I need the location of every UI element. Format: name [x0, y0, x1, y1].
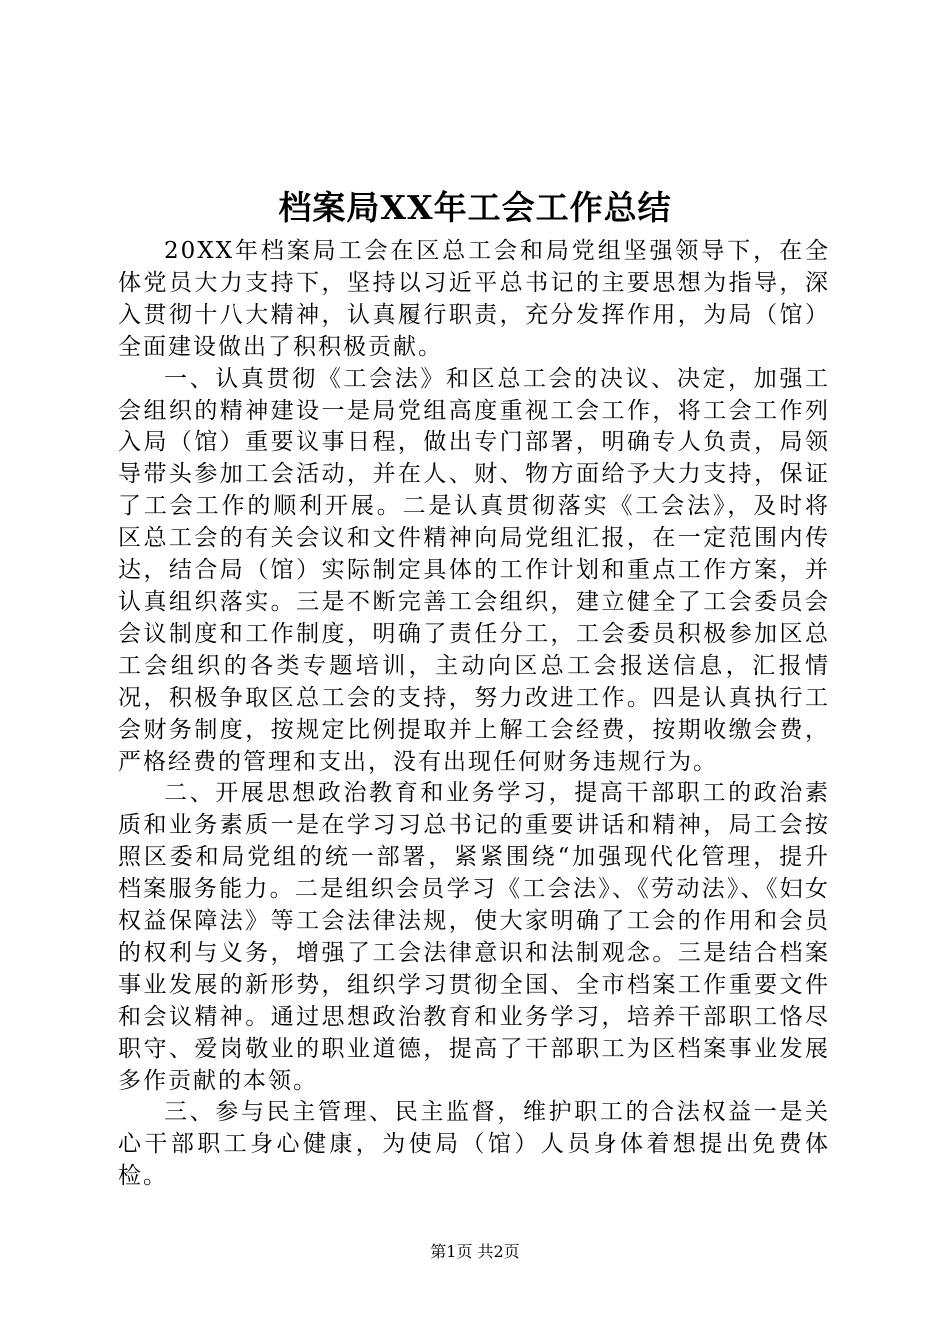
- document-body: [118, 236, 830, 1193]
- paragraph-section-1: 一、认真贯彻《工会法》和区总工会的决议、决定，加强工会组织的精神建设一是局党组高度重视工会工作，将工会工作列入局（馆）重要议事日程，做出专门部署，明确专人负责，局领导带头参加工会活动，并在人、财、物方面给予大力支持，保证了工会工作的顺利开展。二是认真贯彻落实《工会法》，及时将区总工会的有关会议和文件精神向局党组汇报，在一定范围内传达，结合局（馆）实际制定具体的工作计划和重点工作方案，并认真组织落实。三是不断完善工会组织，建立健全了工会委员会会议制度和工作制度，明确了责任分工，工会委员积极参加区总工会组织的各类专题培训，主动向区总工会报送信息，汇报情况，积极争取区总工会的支持，努力改进工作。四是认真执行工会财务制度，按规定比例提取并上解工会经费，按期收缴会费，严格经费的管理和支出，没有出现任何财务违规行为。: [118, 365, 830, 775]
- document-title: 档案局XX年工会工作总结: [278, 188, 672, 227]
- paragraph-section-2: 二、开展思想政治教育和业务学习，提高干部职工的政治素质和业务素质一是在学习习总书记的重要讲话和精神，局工会按照区委和局党组的统一部署，紧紧围绕“加强现代化管理，提升档案服务能力。二是组织会员学习《工会法》、《劳动法》、《妇女权益保障法》等工会法律法规，使大家明确了工会的作用和会员的权利与义务，增强了工会法律意识和法制观念。三是结合档案事业发展的新形势，组织学习贯彻全国、全市档案工作重要文件和会议精神。通过思想政治教育和业务学习，培养干部职工恪尽职守、爱岗敬业的职业道德，提高了干部职工为区档案事业发展多作贡献的本领。: [118, 780, 830, 1094]
- paragraph-intro: 20XX年档案局工会在区总工会和局党组坚强领导下，在全体党员大力支持下，坚持以习近平总书记的主要思想为指导，深入贯彻十八大精神，认真履行职责，充分发挥作用，为局（馆）全面建设做出了积积极贡献。: [118, 238, 830, 360]
- page-number-footer: 第1页 共2页: [430, 1242, 520, 1261]
- paragraph-section-3: 三、参与民主管理、民主监督，维护职工的合法权益一是关心干部职工身心健康，为使局（馆）人员身体着想提出免费体检。: [118, 1099, 830, 1190]
